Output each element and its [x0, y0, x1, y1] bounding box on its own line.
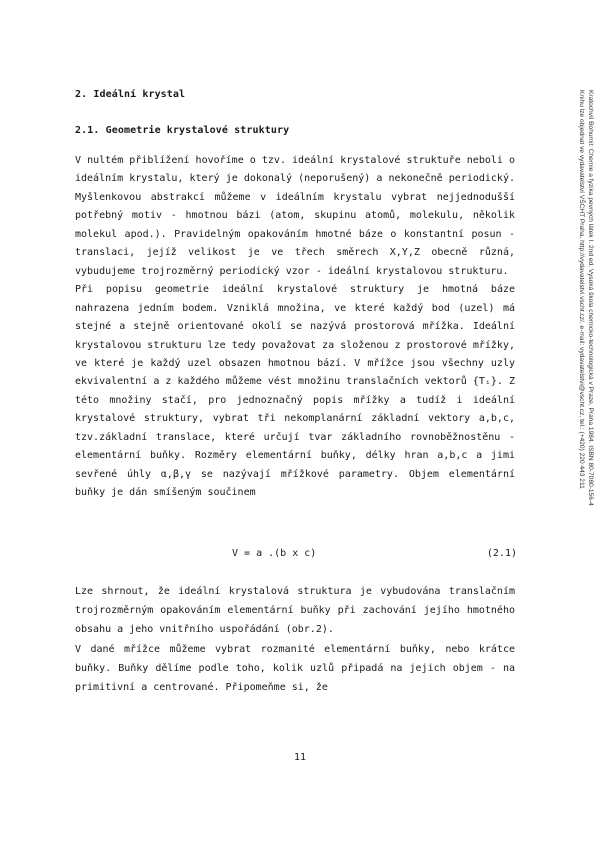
- paragraph: V nultém přiblížení hovoříme o tzv. ideální krystalové struktuře neboli o ideálním krystalu, který je dokonalý (neporušený) a nekonečně periodický. Myšlenkovou abstrakcí můžeme v ideálním krystalu vybrat nejjednodušší potřebný motiv - hmotnou bázi (atom, skupinu atomů, molekulu, několik molekul apod.). Pravidelným opakováním hmotné báze o konstantní posun - translaci, jejíž velikost je ve třech směrech X,Y,Z obecně různá, vybudujeme trojrozměrný periodický vzor - ideální krystalovou strukturu.: [75, 155, 515, 277]
- equation: [232, 548, 517, 559]
- body-text-block-1: [75, 152, 515, 503]
- paragraph: Lze shrnout, že ideální krystalová struktura je vybudována translačním trojrozměrným opakováním elementární buňky při zachování jejího hmotného obsahu a jeho vnitřního uspořádání (obr.2).: [75, 586, 515, 636]
- side-note-citation: [573, 90, 595, 630]
- side-note-line: Kratochvíl Bohumil: Chemie a fyzika pevných látek I. 2nd ed. Vysoká škola chemicko-technologická v Praze, Praha 1984. ISBN 80-7080-156-4: [587, 90, 594, 506]
- body-text-block-2: [75, 582, 515, 697]
- chapter-heading: 2. Ideální krystal: [75, 89, 186, 100]
- page-number: 11: [293, 752, 307, 763]
- paragraph: V dané mřížce můžeme vybrat rozmanité elementární buňky, nebo krátce buňky. Buňky dělíme podle toho, kolik uzlů připadá na jejich objem - na primitivní a centrované. Připomeňme si, že: [75, 643, 515, 694]
- paragraph: Při popisu geometrie ideální krystalové struktury je hmotná báze nahrazena jedním bodem. Vzniklá množina, ve které každý bod (uzel) má stejné a stejně orientované okolí se nazývá prostorová mřížka. Ideální krystalovou strukturu lze tedy považovat za složenou z prostorové mřížky, ve které je každý uzel obsazen hmotnou bází. V mřížce jsou všechny uzly ekvivalentní a z každého můžeme vést množinu translačních vektorů {Tᵢ}. Z této množiny stačí, pro jednoznačný popis mřížky a tudíž i ideální krystalové struktury, vybrat tři nekomplanární základní vektory a,b,c, tzv.základní translace, které určují tvar základního rovnoběžnostěnu - elementární buňky. Rozměry elementární buňky, délky hran a,b,c a jimi sevřené úhly α,β,γ se nazývají mřížkové parametry. Objem elementární buňky je dán smíšeným součinem: [75, 284, 515, 499]
- side-note-line: Knihu lze objednat ve vydavatelství VŠCHT Praha, http://vydavatelstvi.vscht.cz/, e-mail: vydavatelstvi@vscht.cz, tel.: (+420) 220 443 211: [578, 90, 585, 489]
- section-heading: 2.1. Geometrie krystalové struktury: [75, 125, 290, 136]
- equation-number: (2.1): [486, 548, 517, 559]
- equation-formula: V = a .(b x c): [232, 548, 317, 559]
